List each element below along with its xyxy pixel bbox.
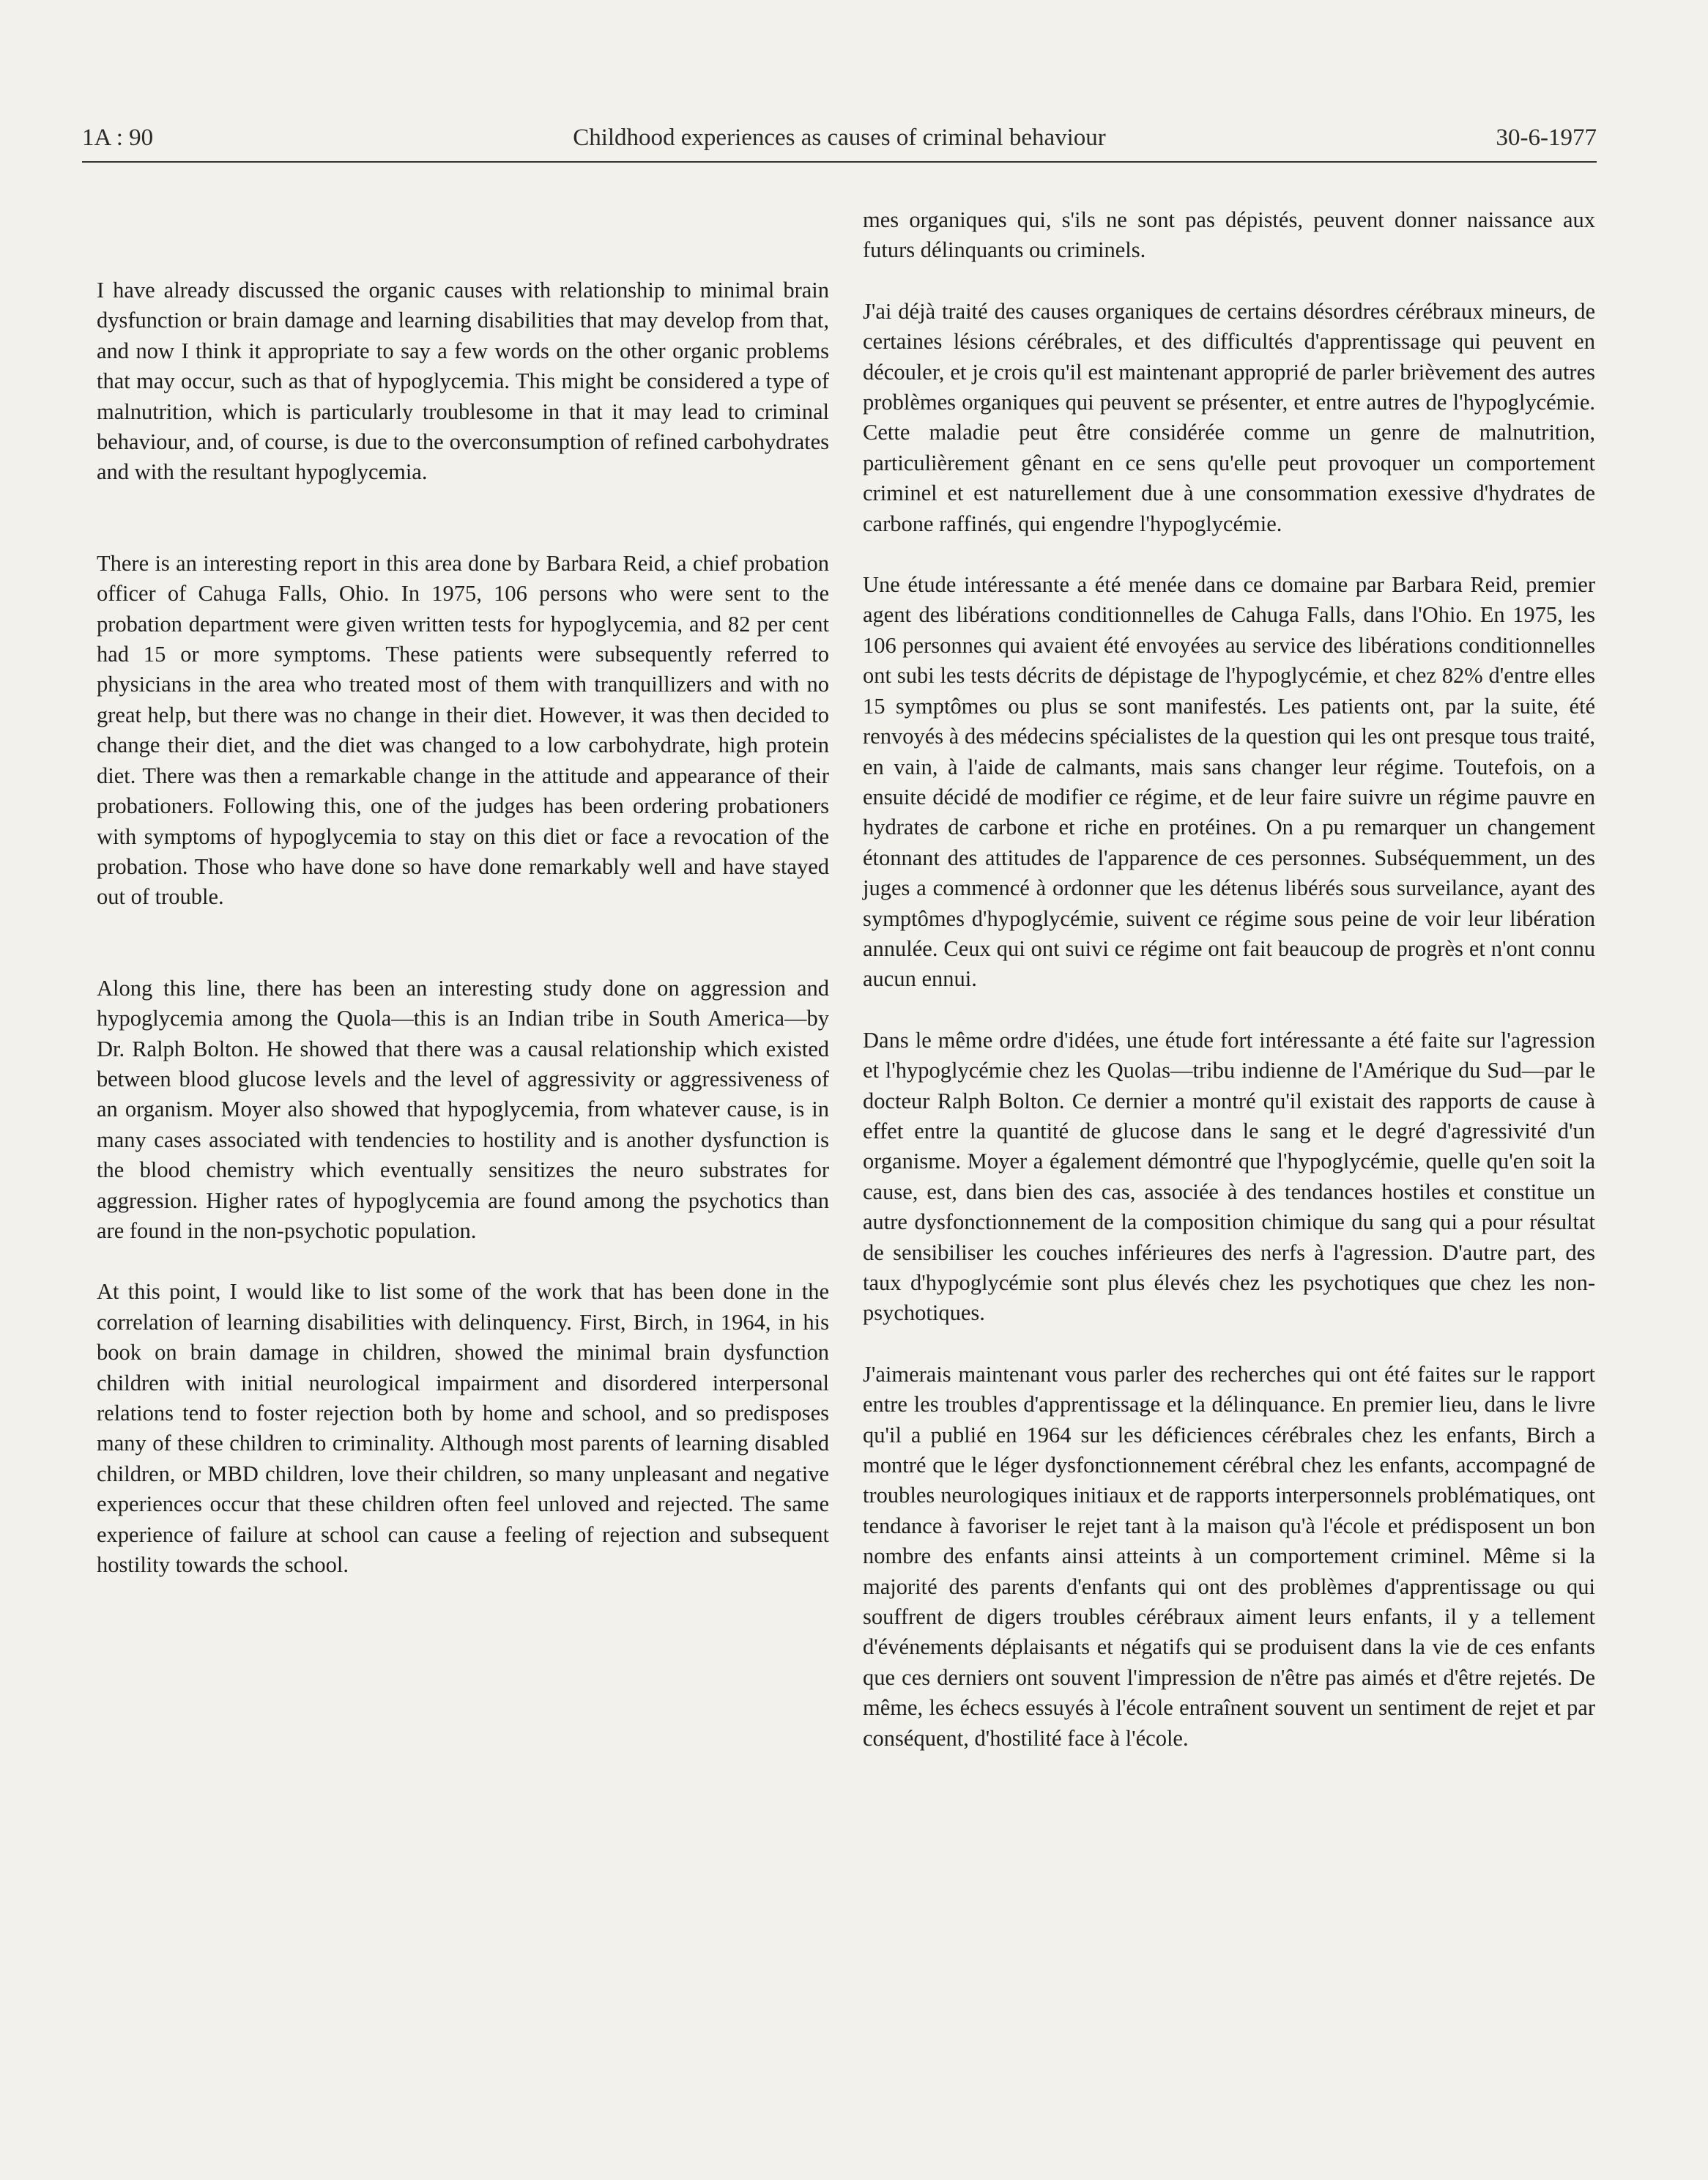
english-paragraph: I have already discussed the organic causes with relationship to minimal brain dysfunction or brain damage and learning disabilities that may develop from that, and now I think it appropriate to say a few words on the other organic problems that may occur, such as that of hypoglycemia. This might be considered a type of malnutrition, which is particularly troublesome in that it may lead to criminal behaviour, and, of course, is due to the overconsumption of refined carbohydrates and with the resultant hypoglycemia. (97, 278, 829, 485)
french-paragraph: mes organiques qui, s'ils ne sont pas dépistés, peuvent donner naissance aux futurs délinquants ou criminels. (863, 207, 1595, 263)
running-header (82, 125, 1597, 166)
french-column (863, 205, 1595, 1754)
english-paragraph: There is an interesting report in this area done by Barbara Reid, a chief probation officer of Cahuga Falls, Ohio. In 1975, 106 persons who were sent to the probation department were given written tests for hypoglycemia, and 82 per cent had 15 or more symptoms. These patients were subsequently referred to physicians in the area who treated most of them with tranquillizers and with no great help, but there was no change in their diet. However, it was then decided to change their diet, and the diet was changed to a low carbohydrate, high protein diet. There was then a remarkable change in the attitude and appearance of their probationers. Following this, one of the judges has been ordering probationers with symptoms of hypoglycemia to stay on this diet or face a revocation of the probation. Those who have done so have done remarkably well and have stayed out of trouble. (97, 550, 829, 910)
french-paragraph: Une étude intéressante a été menée dans ce domaine par Barbara Reid, premier agent des libérations conditionnelles de Cahuga Falls, dans l'Ohio. En 1975, les 106 personnes qui avaient été envoyées au service des libérations conditionnelles ont subi les tests décrits de dépistage de l'hypoglycémie, et chez 82% d'entre elles 15 symptômes ou plus se sont manifestés. Les patients ont, par la suite, été renvoyés à des médecins spécialistes de la question qui les ont presque tous traité, en vain, à l'aide de calmants, mais sans changer leur régime. Toutefois, on a ensuite décidé de modifier ce régime, et de leur faire suivre un régime pauvre en hydrates de carbone et riche en protéines. On a pu remarquer un changement étonnant des attitudes de l'apparence de ces personnes. Subséquemment, un des juges a commencé à ordonner que les détenus libérés sous surveilance, ayant des symptômes d'hypoglycémie, suivent ce régime sous peine de voir leur libération annulée. Ceux qui ont suivi ce régime ont fait beaucoup de progrès et n'ont connu aucun ennui. (863, 572, 1595, 992)
english-column (97, 205, 829, 1580)
english-paragraph: At this point, I would like to list some of the work that has been done in the correlation of learning disabilities with delinquency. First, Birch, in 1964, in his book on brain damage in children, showed the minimal brain dysfunction children with initial neurological impairment and disordered interpersonal relations tend to foster rejection both by home and school, and so predisposes many of these children to criminality. Although most parents of learning disabled children, or MBD children, love their children, so many unpleasant and negative experiences occur that these children often feel unloved and rejected. The same experience of failure at school can cause a feeling of rejection and subsequent hostility towards the school. (97, 1279, 829, 1578)
french-paragraph: Dans le même ordre d'idées, une étude fort intéressante a été faite sur l'agression et l'hypoglycémie chez les Quolas—tribu indienne de l'Amérique du Sud—par le docteur Ralph Bolton. Ce dernier a montré qu'il existait des rapports de cause à effet entre la quantité de glucose dans le sang et le degré d'agressivité d'un organisme. Moyer a également démontré que l'hypoglycémie, quelle qu'en soit la cause, est, dans bien des cas, associée à des tendances hostiles et constitue un autre dysfonctionnement de la composition chimique du sang qui a pour résultat de sensibiliser les couches inférieures des nerfs à l'agression. D'autre part, des taux d'hypoglycémie sont plus élevés chez les psychotiques que chez les non-psychotiques. (863, 1027, 1595, 1326)
french-paragraph: J'aimerais maintenant vous parler des recherches qui ont été faites sur le rapport entre les troubles d'apprentissage et la délinquance. En premier lieu, dans le livre qu'il a publié en 1964 sur les déficiences cérébrales chez les enfants, Birch a montré que le léger dysfonctionnement cérébral chez les enfants, accompagné de troubles neurologiques initiaux et de rapports interpersonnels problématiques, ont tendance à favoriser le rejet tant à la maison qu'à l'école et prédisposent un bon nombre des enfants ainsi atteints à un comportement criminel. Même si la majorité des parents d'enfants qui ont des problèmes d'apprentissage ou qui souffrent de digers troubles cérébraux aiment leurs enfants, il y a tellement d'événements déplaisants et négatifs qui se produisent dans la vie de ces enfants que ces derniers ont souvent l'impression de n'être pas aimés et d'être rejetés. De même, les échecs essuyés à l'école entraînent souvent un sentiment de rejet et par conséquent, d'hostilité face à l'école. (863, 1361, 1595, 1751)
running-title: Childhood experiences as causes of criminal behaviour (573, 125, 1106, 151)
header-date: 30-6-1977 (1496, 125, 1597, 151)
french-paragraph: J'ai déjà traité des causes organiques de certains désordres cérébraux mineurs, de certaines lésions cérébrales, et des difficultés d'apprentissage qui peuvent en découler, et je crois qu'il est maintenant approprié de parler brièvement des autres problèmes organiques qui peuvent se présenter, et entre autres de l'hypoglycémie. Cette maladie peut être considérée comme un genre de malnutrition, particulièrement gênant en ce sens qu'elle peut provoquer un comportement criminel et est naturellement due à une consommation exessive d'hydrates de carbone raffinés, qui engendre l'hypoglycémie. (863, 298, 1595, 536)
english-paragraph: Along this line, there has been an interesting study done on aggression and hypoglycemia among the Quola—this is an Indian tribe in South America—by Dr. Ralph Bolton. He showed that there was a causal relationship which existed between blood glucose levels and the level of aggressivity or aggressiveness of an organism. Moyer also showed that hypoglycemia, from whatever cause, is in many cases associated with tendencies to hostility and is another dysfunction is the blood chemistry which eventually sensitizes the neuro substrates for aggression. Higher rates of hypoglycemia are found among the psychotics than are found in the non-psychotic population. (97, 975, 829, 1243)
page-reference: 1A : 90 (82, 125, 154, 151)
header-divider (82, 161, 1597, 163)
